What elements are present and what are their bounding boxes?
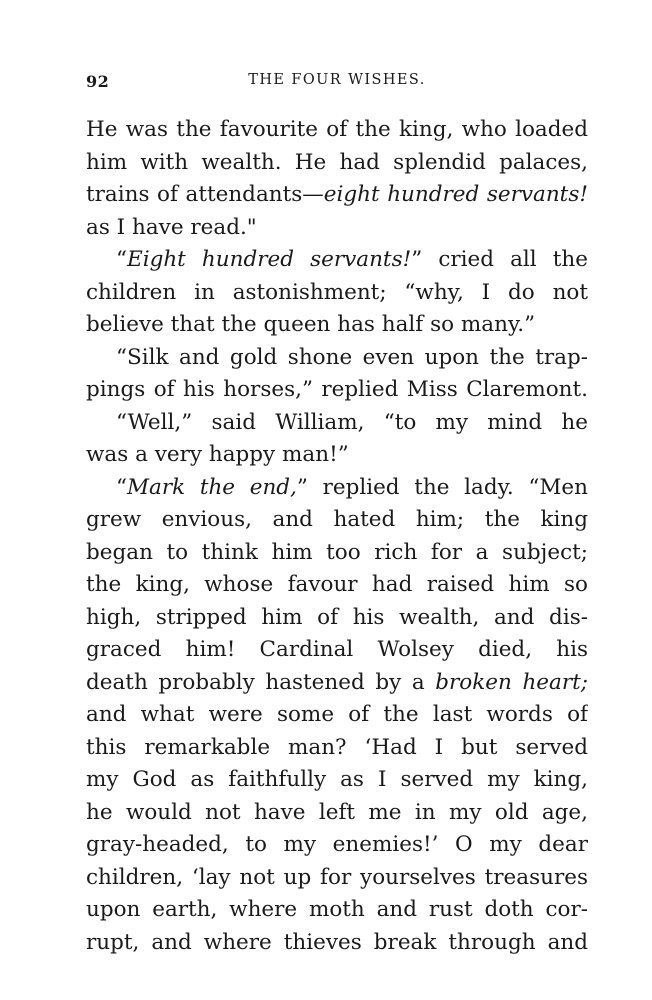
text-segment: graced him! Cardinal Wolsey died, his (86, 637, 588, 662)
italic-text: eight hundred servants! (323, 182, 588, 207)
text-line (86, 439, 588, 472)
text-segment: children, ‘lay not up for yourselves treasures (86, 864, 588, 890)
text-line (86, 894, 588, 927)
text-line (86, 472, 588, 505)
text-line (86, 374, 588, 407)
text-segment: pings of his horses,” replied Miss Claremont. (86, 377, 588, 402)
text-line (86, 277, 588, 310)
text-segment: grew envious, and hated him; the king (86, 507, 588, 532)
text-line (86, 244, 588, 277)
text-segment: death probably hastened by a (86, 669, 436, 695)
italic-text: Mark the end, (127, 474, 297, 500)
text-segment: ” cried all the (411, 247, 588, 272)
text-segment: rupt, and where thieves break through and (86, 929, 588, 955)
text-segment: high, stripped him of his wealth, and dis- (86, 604, 588, 630)
text-line (86, 179, 588, 212)
text-line (86, 212, 588, 245)
text-line (86, 309, 588, 342)
text-line (86, 732, 588, 765)
text-segment: was a very happy man!” (86, 442, 349, 467)
text-segment: trains of attendants— (86, 182, 324, 207)
text-segment: he would not have left me in my old age, (86, 799, 588, 825)
text-line (86, 764, 588, 797)
text-line (86, 569, 588, 602)
text-segment: children in astonishment; “why, I do not (86, 279, 588, 305)
text-line (86, 147, 588, 180)
text-line (86, 927, 588, 960)
text-segment: “Silk and gold shone even upon the trap- (116, 344, 588, 370)
text-segment: began to think him too rich for a subject; (86, 539, 588, 565)
text-line (86, 667, 588, 700)
text-segment: ” replied the lady. “Men (296, 474, 588, 500)
text-segment: upon earth, where moth and rust doth cor- (86, 897, 588, 922)
text-segment: believe that the queen has half so many.” (86, 312, 536, 337)
text-segment: and what were some of the last words of (86, 702, 588, 727)
text-line (86, 829, 588, 862)
text-segment: the king, whose favour had raised him so (86, 572, 588, 597)
text-line (86, 114, 588, 147)
running-title: THE FOUR WISHES. (248, 72, 426, 88)
text-line (86, 504, 588, 537)
italic-text: Eight hundred servants! (127, 247, 412, 272)
text-segment: this remarkable man? ‘Had I but served (86, 734, 588, 760)
italic-text: broken heart; (435, 669, 588, 695)
text-segment: him with wealth. He had splendid palaces, (86, 149, 588, 175)
text-line (86, 634, 588, 667)
body-text (86, 114, 588, 959)
page-header (86, 72, 588, 96)
text-line (86, 862, 588, 895)
text-line (86, 537, 588, 570)
text-line (86, 699, 588, 732)
text-segment: “ (116, 247, 127, 272)
text-line (86, 407, 588, 440)
text-line (86, 797, 588, 830)
text-segment: as I have read." (86, 214, 257, 240)
text-segment: gray-headed, to my enemies!’ O my dear (86, 832, 588, 857)
text-segment: my God as faithfully as I served my king, (86, 767, 588, 792)
text-segment: “ (116, 474, 127, 500)
text-line (86, 602, 588, 635)
text-line (86, 342, 588, 375)
text-segment: “Well,” said William, “to my mind he (116, 409, 588, 435)
text-segment: He was the favourite of the king, who loaded (86, 117, 588, 142)
page-number: 92 (86, 72, 110, 91)
